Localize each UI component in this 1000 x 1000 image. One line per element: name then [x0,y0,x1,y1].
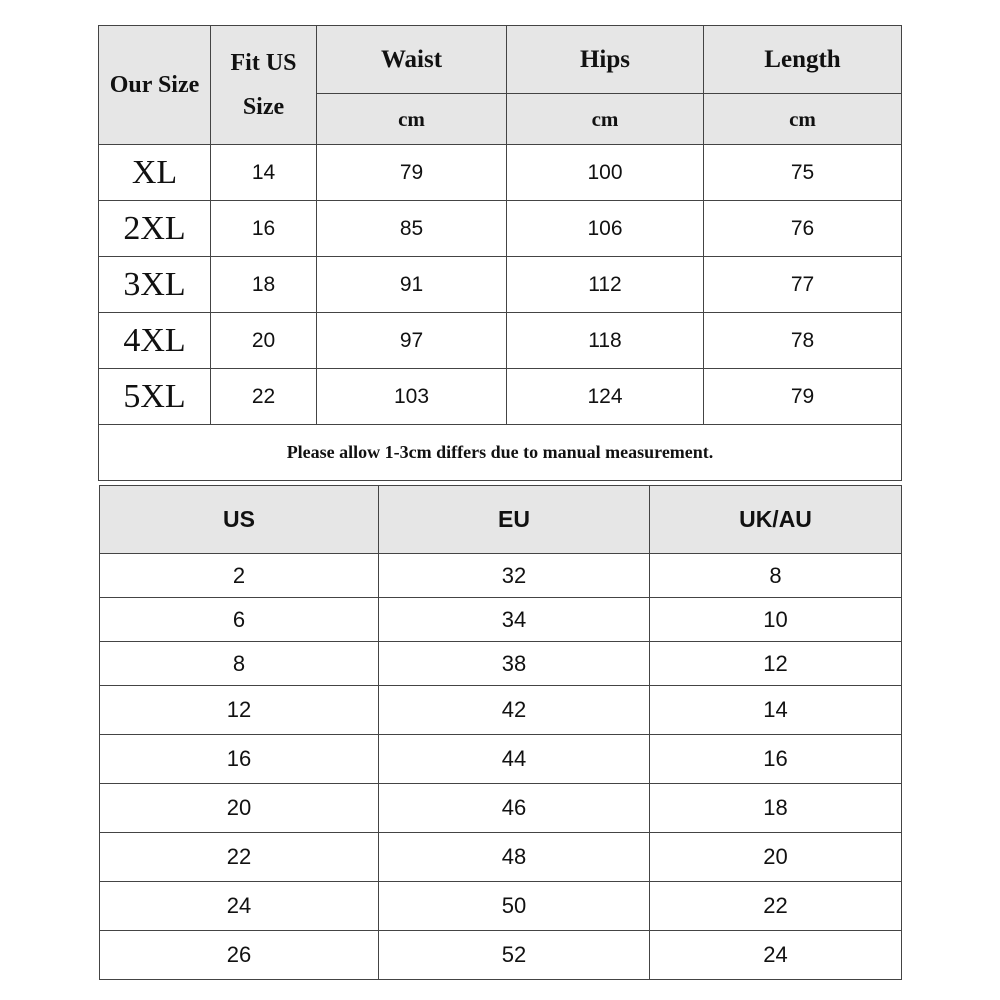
cell-length: 78 [704,313,902,369]
size-row [99,313,902,369]
conversion-row [100,833,902,882]
size-chart-table [98,25,902,481]
cell-our-size: 3XL [99,257,211,313]
conversion-row [100,642,902,686]
cell-waist: 103 [317,369,507,425]
cell-eu: 32 [379,554,650,598]
header-us: US [100,486,379,554]
conversion-row [100,735,902,784]
header-fit-us-line2: Size [242,94,285,120]
cell-us: 2 [100,554,379,598]
header-hips: Hips [507,26,704,94]
cell-us: 12 [100,686,379,735]
measurement-note: Please allow 1-3cm differs due to manual measurement. [99,425,902,481]
cell-waist: 79 [317,145,507,201]
cell-uk-au: 10 [650,598,902,642]
cell-eu: 38 [379,642,650,686]
size-row [99,201,902,257]
cell-hips: 100 [507,145,704,201]
cell-us: 22 [100,833,379,882]
cell-length: 76 [704,201,902,257]
size-row [99,257,902,313]
cell-fit-us: 22 [211,369,317,425]
cell-waist: 97 [317,313,507,369]
cell-us: 26 [100,931,379,980]
cell-us: 16 [100,735,379,784]
cell-us: 6 [100,598,379,642]
header-length: Length [704,26,902,94]
cell-fit-us: 14 [211,145,317,201]
cell-our-size: XL [99,145,211,201]
cell-our-size: 5XL [99,369,211,425]
header-waist: Waist [317,26,507,94]
cell-eu: 50 [379,882,650,931]
header-fit-us-line1: Fit US [230,50,297,76]
cell-uk-au: 22 [650,882,902,931]
cell-eu: 42 [379,686,650,735]
cell-uk-au: 20 [650,833,902,882]
cell-hips: 112 [507,257,704,313]
cell-fit-us: 16 [211,201,317,257]
cell-waist: 91 [317,257,507,313]
cell-eu: 34 [379,598,650,642]
note-row [99,425,902,481]
size-chart-header-row [99,26,902,94]
conversion-row [100,598,902,642]
cell-waist: 85 [317,201,507,257]
cell-uk-au: 12 [650,642,902,686]
conversion-row [100,554,902,598]
conversion-header-row [100,486,902,554]
header-fit-us-size [211,26,317,145]
cell-eu: 46 [379,784,650,833]
cell-length: 75 [704,145,902,201]
cell-eu: 44 [379,735,650,784]
cell-us: 20 [100,784,379,833]
cell-uk-au: 16 [650,735,902,784]
cell-hips: 118 [507,313,704,369]
cell-eu: 48 [379,833,650,882]
size-conversion-table [99,485,902,980]
header-hips-unit: cm [507,94,704,145]
cell-fit-us: 18 [211,257,317,313]
cell-uk-au: 14 [650,686,902,735]
cell-uk-au: 8 [650,554,902,598]
cell-us: 8 [100,642,379,686]
cell-uk-au: 18 [650,784,902,833]
cell-eu: 52 [379,931,650,980]
header-our-size: Our Size [99,26,211,145]
cell-us: 24 [100,882,379,931]
header-length-unit: cm [704,94,902,145]
cell-fit-us: 20 [211,313,317,369]
cell-hips: 106 [507,201,704,257]
conversion-row [100,686,902,735]
cell-our-size: 4XL [99,313,211,369]
size-row [99,369,902,425]
cell-length: 79 [704,369,902,425]
size-row [99,145,902,201]
conversion-row [100,784,902,833]
conversion-row [100,882,902,931]
cell-uk-au: 24 [650,931,902,980]
header-uk-au: UK/AU [650,486,902,554]
conversion-row [100,931,902,980]
header-eu: EU [379,486,650,554]
cell-length: 77 [704,257,902,313]
cell-hips: 124 [507,369,704,425]
header-waist-unit: cm [317,94,507,145]
cell-our-size: 2XL [99,201,211,257]
